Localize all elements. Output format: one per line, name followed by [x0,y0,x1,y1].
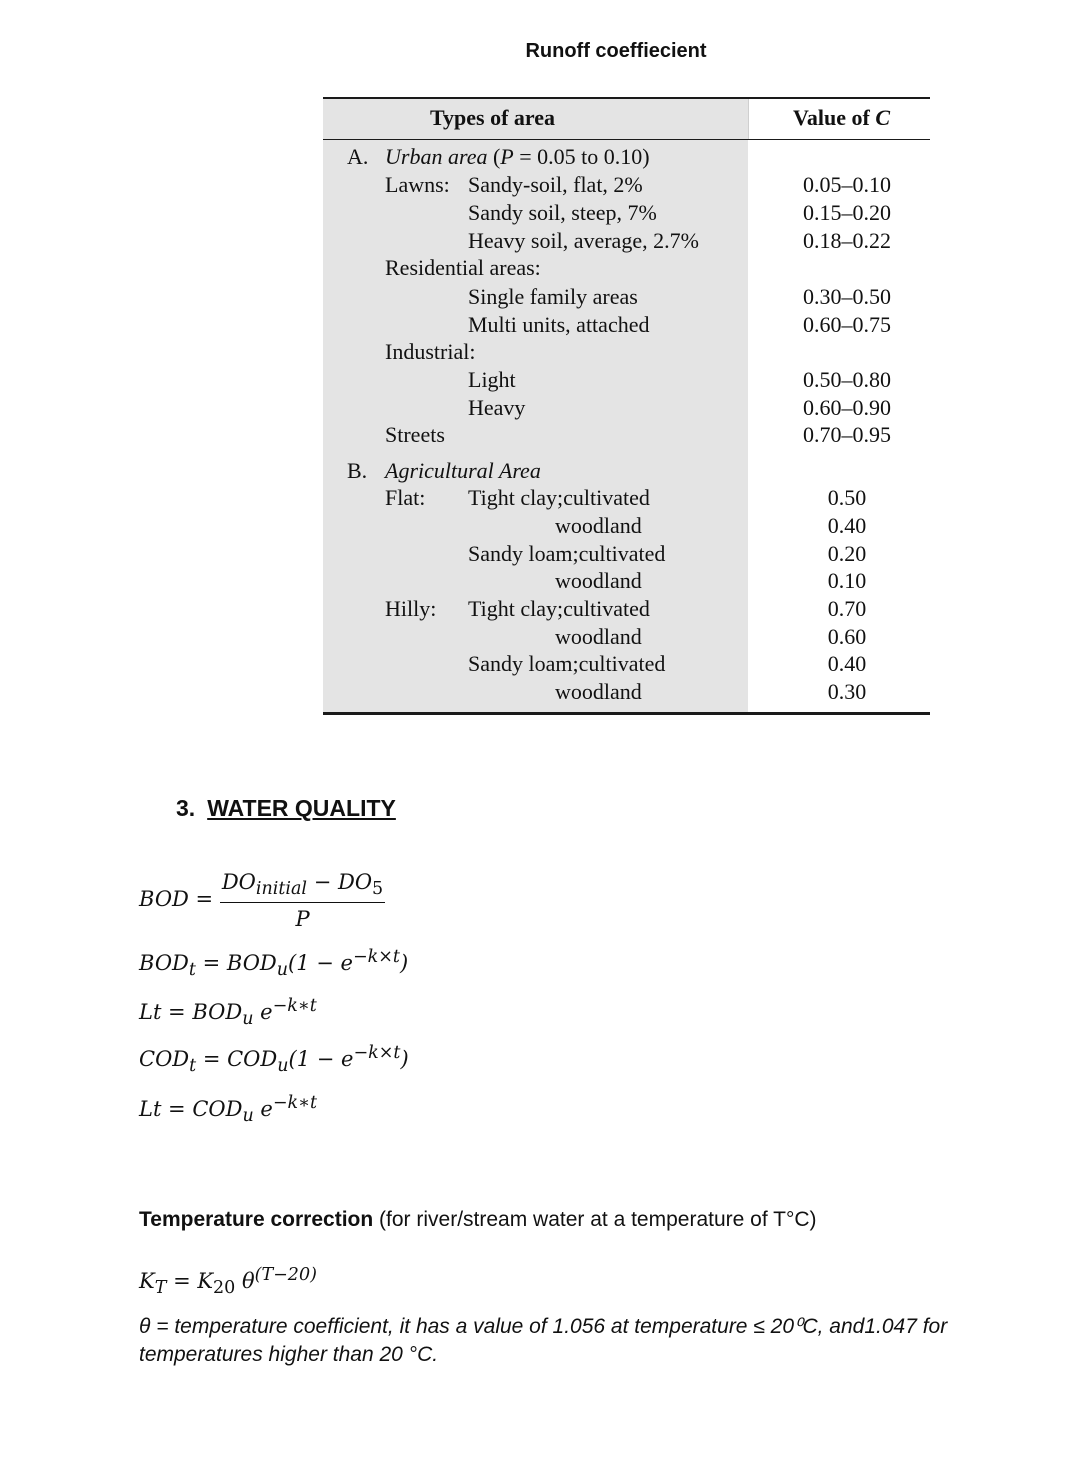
industrial-row-desc: Heavy [468,395,526,420]
lt-bod-equation: $Lt = BOD_u$ $e^{-k∗t}$ [139,996,317,1030]
temperature-heading-bold: Temperature correction [139,1208,374,1231]
section-a-prefix: A. [347,144,369,169]
lawns-row-value: 0.15–0.20 [803,200,891,225]
hilly-row-desc: Tight clay;cultivated [468,596,650,621]
table-bottom-rule [323,712,930,715]
section-b-prefix: B. [347,458,368,483]
lawns-row-value: 0.18–0.22 [803,228,891,253]
streets-row-value: 0.70–0.95 [803,422,891,447]
flat-row-desc: woodland [555,513,642,538]
industrial-row-value: 0.50–0.80 [803,367,891,392]
temperature-coefficient-note: θ = temperature coefficient, it has a value of 1.056 at temperature ≤ 20⁰C, and1.047 for temperatures higher than 20 °C. [139,1315,948,1366]
industrial-row-value: 0.60–0.90 [803,395,891,420]
lawns-row-value: 0.05–0.10 [803,172,891,197]
table-header-rule [323,139,930,140]
section-number: 3. [176,795,196,821]
section-a-title: Urban area (P = 0.05 to 0.10) [385,144,650,169]
flat-row-value: 0.40 [827,513,867,538]
hilly-row-desc: woodland [555,624,642,649]
flat-label: Flat: [385,485,426,510]
hilly-row-value: 0.40 [827,651,867,676]
flat-row-desc: woodland [555,568,642,593]
residential-label: Residential areas: [385,255,541,280]
section-title: WATER QUALITY [207,795,396,821]
industrial-label: Industrial: [385,339,476,364]
bod-fraction: $\frac{DO_{initial} - DO_5}{P}$ [221,870,384,932]
hilly-row-value: 0.30 [827,679,867,704]
flat-row-desc: Sandy loam;cultivated [468,541,666,566]
temperature-heading [139,1208,817,1232]
residential-row-value: 0.60–0.75 [803,312,891,337]
section-heading [176,795,396,822]
bod-equation [139,870,385,931]
hilly-row-value: 0.60 [827,624,867,649]
header-value-of-c: Value of C [793,105,890,130]
residential-row-desc: Multi units, attached [468,312,650,337]
lawns-row-desc: Heavy soil, average, 2.7% [468,228,699,253]
temperature-formula: $K_T = K_{20}$ $\theta^{(T-20)}$ [139,1265,317,1299]
residential-row-desc: Single family areas [468,284,638,309]
flat-row-value: 0.50 [827,485,867,510]
lawns-label: Lawns: [385,172,450,197]
runoff-coefficient-table [323,97,930,715]
streets-row-desc: Streets [385,422,445,447]
flat-row-value: 0.20 [827,541,867,566]
bodt-equation: $BOD_t = BOD_u(1 - e^{-k\times t})$ [139,947,409,981]
industrial-row-desc: Light [468,367,516,392]
lawns-row-desc: Sandy-soil, flat, 2% [468,172,643,197]
hilly-row-desc: woodland [555,679,642,704]
header-types-of-area: Types of area [430,105,556,130]
codt-equation: $COD_t = COD_u(1 - e^{-k\times t})$ [139,1043,409,1077]
table-title: Runoff coeffiecient [525,40,707,62]
header-column-divider [748,99,749,139]
residential-row-value: 0.30–0.50 [803,284,891,309]
bod-lhs: BOD = [139,887,214,912]
hilly-label: Hilly: [385,596,437,621]
flat-row-desc: Tight clay;cultivated [468,485,650,510]
flat-row-value: 0.10 [827,568,867,593]
section-b-title: Agricultural Area [385,458,541,483]
lawns-row-desc: Sandy soil, steep, 7% [468,200,657,225]
lt-cod-equation: $Lt = COD_u$ $e^{-k∗t}$ [139,1093,318,1127]
table-top-rule [323,97,930,99]
hilly-row-desc: Sandy loam;cultivated [468,651,666,676]
temperature-heading-rest: (for river/stream water at a temperature of T°C) [373,1208,817,1231]
hilly-row-value: 0.70 [827,596,867,621]
